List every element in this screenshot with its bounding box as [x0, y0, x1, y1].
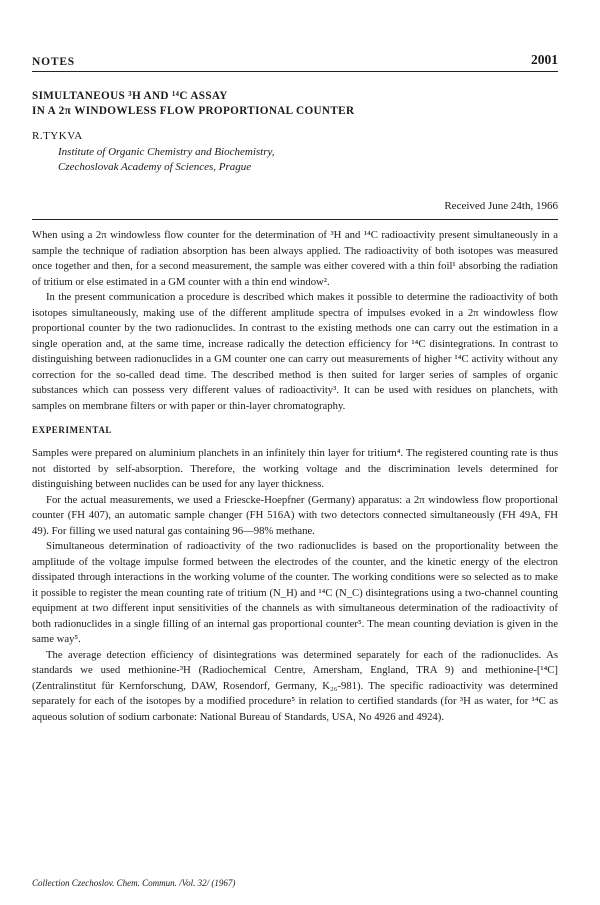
page-number: 2001 [531, 52, 558, 67]
affiliation-line-2: Czechoslovak Academy of Sciences, Prague [58, 161, 252, 173]
running-header [32, 52, 558, 72]
section-heading: EXPERIMENTAL [32, 425, 113, 435]
journal-citation-footer: Collection Czechoslov. Chem. Commun. /Vol. 32/ (1967) [32, 878, 236, 888]
intro-paragraph-2: In the present communication a procedure is described which makes it possible to determine the radioactivity of both isotopes simultaneously, making use of the different amplitude spectra of impulses evoked in a 2π windowless flow proportional counter by the two radionuclides. In contrast to the existing methods one can carry out the estimation in a single operation and, at the same time, increase radically the detection efficiency for ¹⁴C disintegrations. In contrast to distinguishing between radionuclides in a GM counter one can carry out measurements of higher ¹⁴C activity without any correction for the so-called dead time. The described method is then suited for larger series of samples of organic substances which can possess very different values of radioactivity³. It can be used with residues on planchets, with samples on membrane filters or with paper or thin-layer chromatography. [32, 291, 558, 412]
title-line-1: SIMULTANEOUS ³H AND ¹⁴C ASSAY [32, 90, 228, 102]
intro-paragraph-1: When using a 2π windowless flow counter for the determination of ³H and ¹⁴C radioactivity present simultaneously in a sample the technique of radiation absorption has been always applied. The radioactivity of both isotopes was measured once together and then, for a second measurement, the sample was either covered with a thin foil¹ absorbing the radiation of tritium or else estimated in a GM counter with a thin end window². [32, 229, 558, 288]
article-title [32, 89, 558, 119]
affiliation-line-1: Institute of Organic Chemistry and Biochemistry, [58, 146, 275, 158]
divider-rule [32, 219, 558, 220]
experimental-paragraph-3: Simultaneous determination of radioactivity of the two radionuclides is based on the proportionality between the amplitude of the voltage impulse formed between the electrodes of the counter, and the kinetic energy of the electron dissipated through interactions in the working volume of the counter. The working conditions were so selected as to make it possible to register the mean counting rate of tritium (N_H) and ¹⁴C (N_C) disintegrations using a two-channel counting equipment at two different input sensitivities of the channels as with simultaneous determination of the radioactivity of both radionuclides in a single filling of an internal gas proportional counter⁵. The mean counting deviation is given in the same way⁵. [32, 540, 558, 645]
author-name: R.TYKVA [32, 130, 83, 142]
section-label: NOTES [32, 56, 75, 68]
received-date: Received June 24th, 1966 [444, 200, 558, 212]
author-affiliation [58, 145, 558, 175]
journal-page [32, 52, 558, 725]
experimental-paragraph-4: The average detection efficiency of disintegrations was determined separately for each of the radionuclides. As standards we used methionine-³H (Radiochemical Centre, Amersham, England, TRA 9) and methionine-[¹⁴C] (Zentralinstitut für Kernforschung, DAW, Rosendorf, Germany, K₂₆-981). The specific radioactivity was determined separately for each of the isotopes by a modified procedure⁵ in relation to certified standards (for ³H as water, for ¹⁴C as aqueous solution of sodium carbonate: National Bureau of Standards, USA, No 4926 and 4924). [32, 648, 558, 723]
title-line-2: IN A 2π WINDOWLESS FLOW PROPORTIONAL COUNTER [32, 105, 355, 117]
experimental-paragraph-1: Samples were prepared on aluminium planchets in an infinitely thin layer for tritium⁴. The registered counting rate is thus not distorted by self-absorption. Therefore, the working voltage and the discrimination levels determined for distinguishing between nuclides can be used for any layer thickness. [32, 447, 558, 490]
experimental-paragraph-2: For the actual measurements, we used a Friescke-Hoepfner (Germany) apparatus: a 2π windowless flow proportional counter (FH 407), an automatic sample changer (FH 516A) with two detectors connected simultaneously (FH 49A, FH 49). For filling we used natural gas containing 96—98% methane. [32, 493, 558, 537]
